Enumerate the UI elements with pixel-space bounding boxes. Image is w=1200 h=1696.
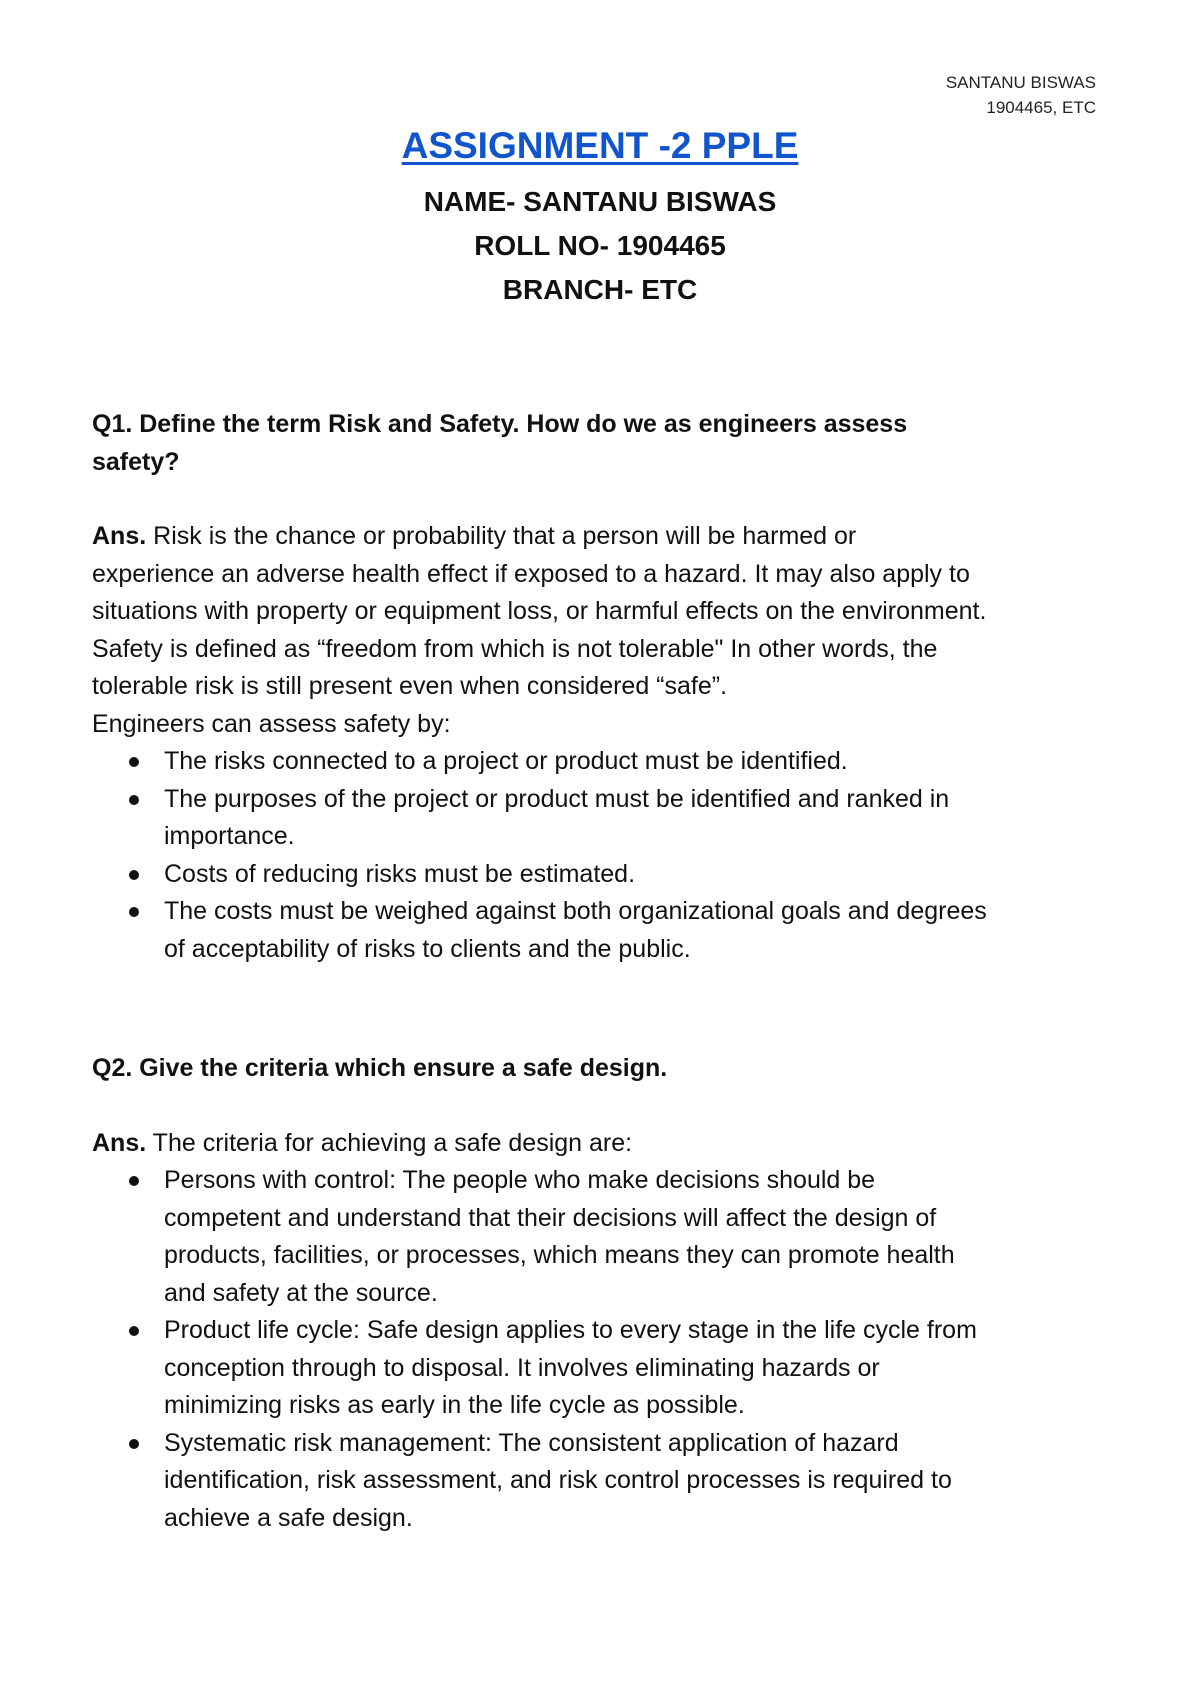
question-line: Q1. Define the term Risk and Safety. How do we as engineers assess — [92, 410, 908, 438]
spacer — [92, 968, 1122, 1050]
list-item — [164, 1312, 1122, 1425]
list-item-line: Persons with control: The people who make decisions should be — [164, 1166, 876, 1194]
answer-1 — [92, 518, 1122, 743]
question-line: Q2. Give the criteria which ensure a safe design. — [92, 1054, 668, 1082]
list-item — [164, 1425, 1122, 1538]
document-title: ASSIGNMENT -2 PPLE — [401, 125, 799, 166]
list-item-line: identification, risk assessment, and risk control processes is required to — [164, 1466, 952, 1494]
answer-line: experience an adverse health effect if exposed to a hazard. It may also apply to — [92, 559, 970, 588]
question-line: safety? — [92, 447, 180, 476]
bullet-dot-icon — [129, 907, 139, 917]
answer-line — [92, 518, 1122, 556]
list-item — [164, 781, 1122, 856]
answer-lead: Ans. — [92, 1128, 147, 1157]
header-note-name: SANTANU BISWAS — [945, 73, 1096, 92]
answer-line: Safety is defined as “freedom from which is not tolerable" In other words, the — [92, 634, 938, 663]
student-roll: ROLL NO- 1904465 — [474, 230, 726, 261]
list-item-line: The risks connected to a project or product must be identified. — [164, 747, 848, 775]
list-item-line: importance. — [164, 822, 295, 850]
answer-line: tolerable risk is still present even when considered “safe”. — [92, 672, 728, 700]
bullet-dot-icon — [129, 757, 139, 767]
q1-bullet-list — [92, 743, 1122, 968]
list-item-line: Product life cycle: Safe design applies to every stage in the life cycle from — [164, 1316, 977, 1344]
list-item-line: competent and understand that their decisions will affect the design of — [164, 1203, 937, 1232]
list-item — [164, 856, 1122, 894]
list-item-line: achieve a safe design. — [164, 1503, 413, 1532]
title-block — [0, 122, 1200, 312]
student-branch: BRANCH- ETC — [502, 274, 698, 305]
list-item — [164, 893, 1122, 968]
list-item-line: minimizing risks as early in the life cycle as possible. — [164, 1391, 745, 1419]
bullet-dot-icon — [129, 1439, 139, 1449]
question-1 — [92, 406, 1122, 481]
list-item — [164, 1162, 1122, 1312]
bullet-dot-icon — [129, 870, 139, 880]
answer-lead: Ans. — [92, 522, 147, 550]
list-item-line: and safety at the source. — [164, 1278, 438, 1307]
list-item-line: of acceptability of risks to clients and the public. — [164, 934, 691, 963]
question-2 — [92, 1050, 1122, 1088]
list-item-line: Systematic risk management: The consistent application of hazard — [164, 1428, 899, 1457]
spacer — [92, 1088, 1122, 1125]
list-item-line: The costs must be weighed against both organizational goals and degrees — [164, 897, 987, 925]
bullet-dot-icon — [129, 795, 139, 805]
q2-bullet-list — [92, 1162, 1122, 1537]
student-name: NAME- SANTANU BISWAS — [423, 186, 777, 217]
list-item — [164, 743, 1122, 781]
bullet-dot-icon — [129, 1176, 139, 1186]
answer-line: Engineers can assess safety by: — [92, 709, 451, 738]
list-item-line: Costs of reducing risks must be estimated. — [164, 859, 636, 888]
header-note-roll-branch: 1904465, ETC — [986, 98, 1096, 117]
list-item-line: conception through to disposal. It involves eliminating hazards or — [164, 1353, 880, 1382]
answer-2 — [92, 1125, 1122, 1163]
header-note — [946, 70, 1096, 120]
document-content — [92, 406, 1122, 1537]
spacer — [92, 481, 1122, 518]
answer-text: Risk is the chance or probability that a person will be harmed or — [146, 522, 857, 550]
answer-line — [92, 1125, 1122, 1163]
list-item-line: The purposes of the project or product must be identified and ranked in — [164, 784, 950, 813]
answer-line: situations with property or equipment loss, or harmful effects on the environment. — [92, 597, 987, 625]
bullet-dot-icon — [129, 1326, 139, 1336]
list-item-line: products, facilities, or processes, which means they can promote health — [164, 1241, 955, 1269]
answer-text: The criteria for achieving a safe design are: — [146, 1128, 633, 1157]
